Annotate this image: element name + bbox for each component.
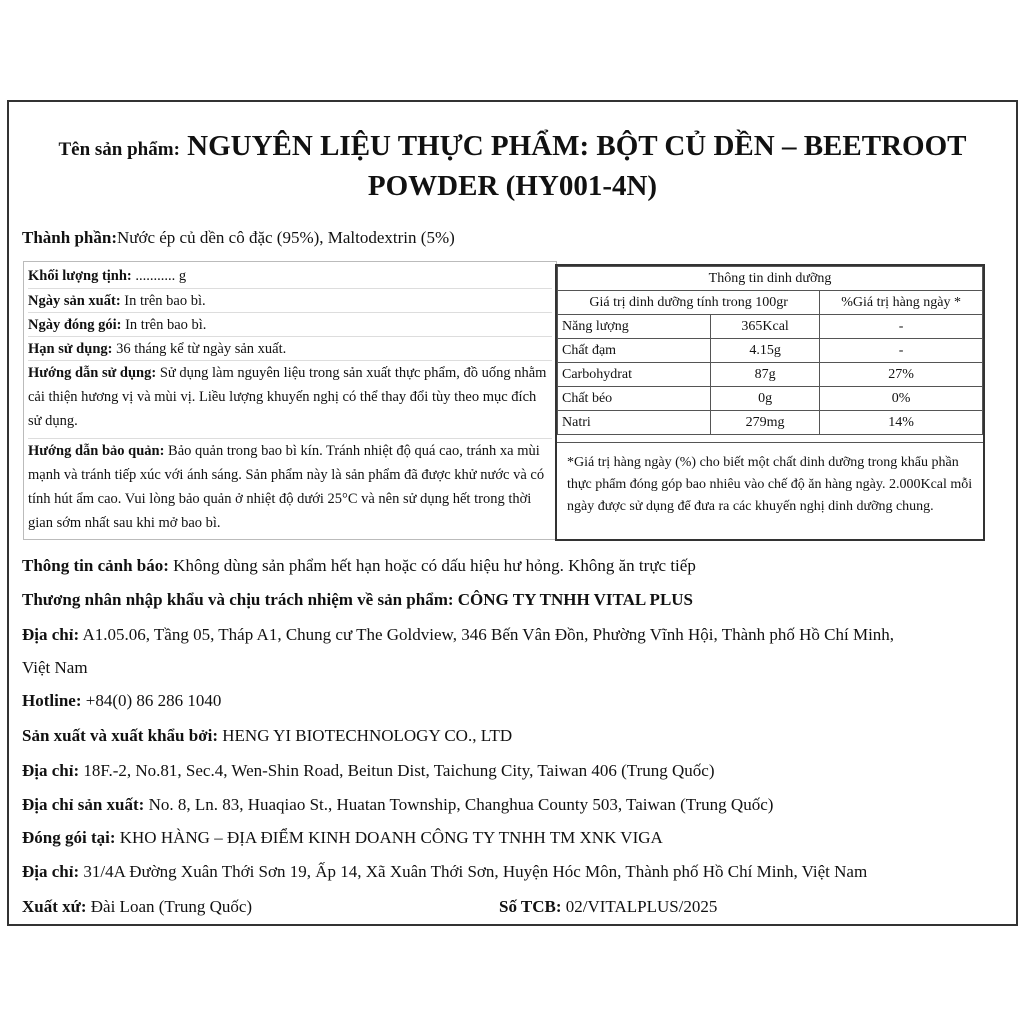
detail-usage: [28, 360, 552, 433]
nutrient-amount: 0g: [710, 387, 819, 411]
nutrient-name: Chất đạm: [558, 339, 711, 363]
title-prefix: Tên sản phẩm:: [58, 139, 180, 160]
packer-address-label: Địa chỉ:: [22, 862, 80, 881]
importer-row: [22, 590, 693, 610]
packer-value: KHO HÀNG – ĐỊA ĐIỂM KINH DOANH CÔNG TY TNHH TM XNK VIGA: [115, 828, 663, 847]
producer-address-label: Địa chỉ:: [22, 761, 80, 780]
detail-label: Khối lượng tịnh:: [28, 268, 132, 284]
warning-value: Không dùng sản phẩm hết hạn hoặc có dấu hiệu hư hỏng. Không ăn trực tiếp: [168, 556, 696, 575]
ingredients-value: Nước ép củ dền cô đặc (95%), Maltodextrin (5%): [116, 228, 455, 247]
detail-expiry: [28, 336, 552, 361]
hotline-label: Hotline:: [22, 691, 82, 710]
tcb-label: Số TCB:: [499, 897, 562, 916]
nutrient-name: Chất béo: [558, 387, 711, 411]
packer-label: Đóng gói tại:: [22, 828, 116, 847]
detail-storage: [28, 438, 552, 535]
details-box: [23, 261, 557, 540]
importer-address-label: Địa chỉ:: [22, 625, 80, 644]
detail-production-date: [28, 288, 552, 313]
nutrition-note: *Giá trị hàng ngày (%) cho biết một chất dinh dưỡng trong khẩu phần thực phẩm đóng góp bao nhiêu vào chế độ ăn hàng ngày. 2.000Kcal mỗi ngày được sử dụng để đưa ra các khuyến nghị dinh dưỡng chung.: [567, 455, 973, 514]
hotline-value: +84(0) 86 286 1040: [81, 691, 222, 710]
nutrition-col-daily: %Giá trị hàng ngày *: [820, 291, 983, 315]
importer-address-value-cont: Việt Nam: [22, 658, 88, 677]
nutrition-row: [558, 315, 983, 339]
nutrient-daily: -: [820, 315, 983, 339]
factory-address-value: No. 8, Ln. 83, Huaqiao St., Huatan Township, Changhua County 503, Taiwan (Trung Quốc): [144, 795, 774, 814]
title-name-line2: POWDER (HY001-4N): [367, 170, 658, 202]
detail-label: Hướng dẫn bảo quản:: [28, 443, 165, 459]
warning-label: Thông tin cảnh báo:: [22, 556, 169, 575]
importer-address-row-cont: [22, 658, 88, 678]
producer-address-value: 18F.-2, No.81, Sec.4, Wen-Shin Road, Beitun Dist, Taichung City, Taiwan 406 (Trung Quốc): [79, 761, 715, 780]
nutrient-name: Carbohydrat: [558, 363, 711, 387]
detail-net-weight: [28, 264, 552, 288]
product-title: [9, 128, 1016, 204]
packer-row: [22, 828, 663, 848]
detail-value: ........... g: [131, 268, 187, 284]
warning-row: [22, 556, 696, 576]
detail-value: Bảo quản trong bao bì kín. Tránh nhiệt độ quá cao, tránh xa mùi mạnh và tránh tiếp xúc với ánh sáng. Sản phẩm này là sản phẩm đã được khử nước và có tính hút ẩm cao. Vui lòng bảo quản ở nhiệt độ dưới 25°C và nên sử dụng hết trong thời gian sớm nhất sau khi mở bao bì.: [28, 443, 545, 531]
tcb-value: 02/VITALPLUS/2025: [561, 897, 718, 916]
producer-address-row: [22, 761, 715, 781]
nutrient-amount: 4.15g: [710, 339, 819, 363]
nutrient-daily: 14%: [820, 411, 983, 435]
producer-row: [22, 726, 512, 746]
producer-label: Sản xuất và xuất khẩu bởi:: [22, 726, 219, 745]
detail-value: Sử dụng làm nguyên liệu trong sản xuất thực phẩm, đồ uống nhằm cải thiện hương vị và mùi vị. Liều lượng khuyến nghị có thể thay đổi tùy theo mục đích sử dụng.: [28, 365, 547, 429]
importer-address-row: [22, 625, 894, 645]
packer-address-row: [22, 862, 867, 882]
origin-value: Đài Loan (Trung Quốc): [86, 897, 253, 916]
hotline-row: [22, 691, 221, 711]
detail-value: 36 tháng kể từ ngày sản xuất.: [112, 341, 287, 357]
nutrition-col-value: Giá trị dinh dưỡng tính trong 100gr: [558, 291, 820, 315]
title-name-line1: NGUYÊN LIỆU THỰC PHẨM: BỘT CỦ DỀN – BEETROOT: [187, 130, 967, 162]
factory-address-label: Địa chỉ sản xuất:: [22, 795, 145, 814]
detail-value: In trên bao bì.: [121, 317, 207, 333]
detail-packing-date: [28, 312, 552, 337]
nutrition-row: [558, 339, 983, 363]
factory-address-row: [22, 795, 773, 815]
nutrient-daily: -: [820, 339, 983, 363]
detail-value: In trên bao bì.: [120, 293, 206, 309]
nutrition-row: [558, 363, 983, 387]
nutrient-name: Năng lượng: [558, 315, 711, 339]
tcb-row: [499, 897, 717, 917]
nutrient-amount: 365Kcal: [710, 315, 819, 339]
importer-address-value: A1.05.06, Tầng 05, Tháp A1, Chung cư The Goldview, 346 Bến Vân Đồn, Phường Vĩnh Hội, Thành phố Hồ Chí Minh,: [79, 625, 895, 644]
detail-label: Ngày đóng gói:: [28, 317, 122, 333]
nutrient-name: Natri: [558, 411, 711, 435]
nutrition-row: [558, 411, 983, 435]
nutrition-table: [557, 266, 983, 435]
product-label: [7, 100, 1018, 926]
ingredients-label: Thành phần:: [22, 228, 117, 247]
detail-label: Hướng dẫn sử dụng:: [28, 365, 157, 381]
packer-address-value: 31/4A Đường Xuân Thới Sơn 19, Ấp 14, Xã Xuân Thới Sơn, Huyện Hóc Môn, Thành phố Hồ Chí Minh, Việt Nam: [79, 862, 868, 881]
nutrient-daily: 27%: [820, 363, 983, 387]
origin-row: [22, 897, 252, 917]
importer-label: Thương nhân nhập khẩu và chịu trách nhiệm về sản phẩm:: [22, 590, 454, 609]
detail-label: Hạn sử dụng:: [28, 341, 113, 357]
nutrition-title: Thông tin dinh dưỡng: [558, 267, 983, 291]
nutrition-facts-box: [555, 264, 985, 541]
ingredients-row: [22, 228, 455, 248]
detail-label: Ngày sản xuất:: [28, 293, 121, 309]
nutrition-row: [558, 387, 983, 411]
origin-label: Xuất xứ:: [22, 897, 87, 916]
nutrient-amount: 87g: [710, 363, 819, 387]
nutrient-daily: 0%: [820, 387, 983, 411]
nutrient-amount: 279mg: [710, 411, 819, 435]
importer-value: CÔNG TY TNHH VITAL PLUS: [453, 590, 694, 609]
producer-value: HENG YI BIOTECHNOLOGY CO., LTD: [218, 726, 513, 745]
